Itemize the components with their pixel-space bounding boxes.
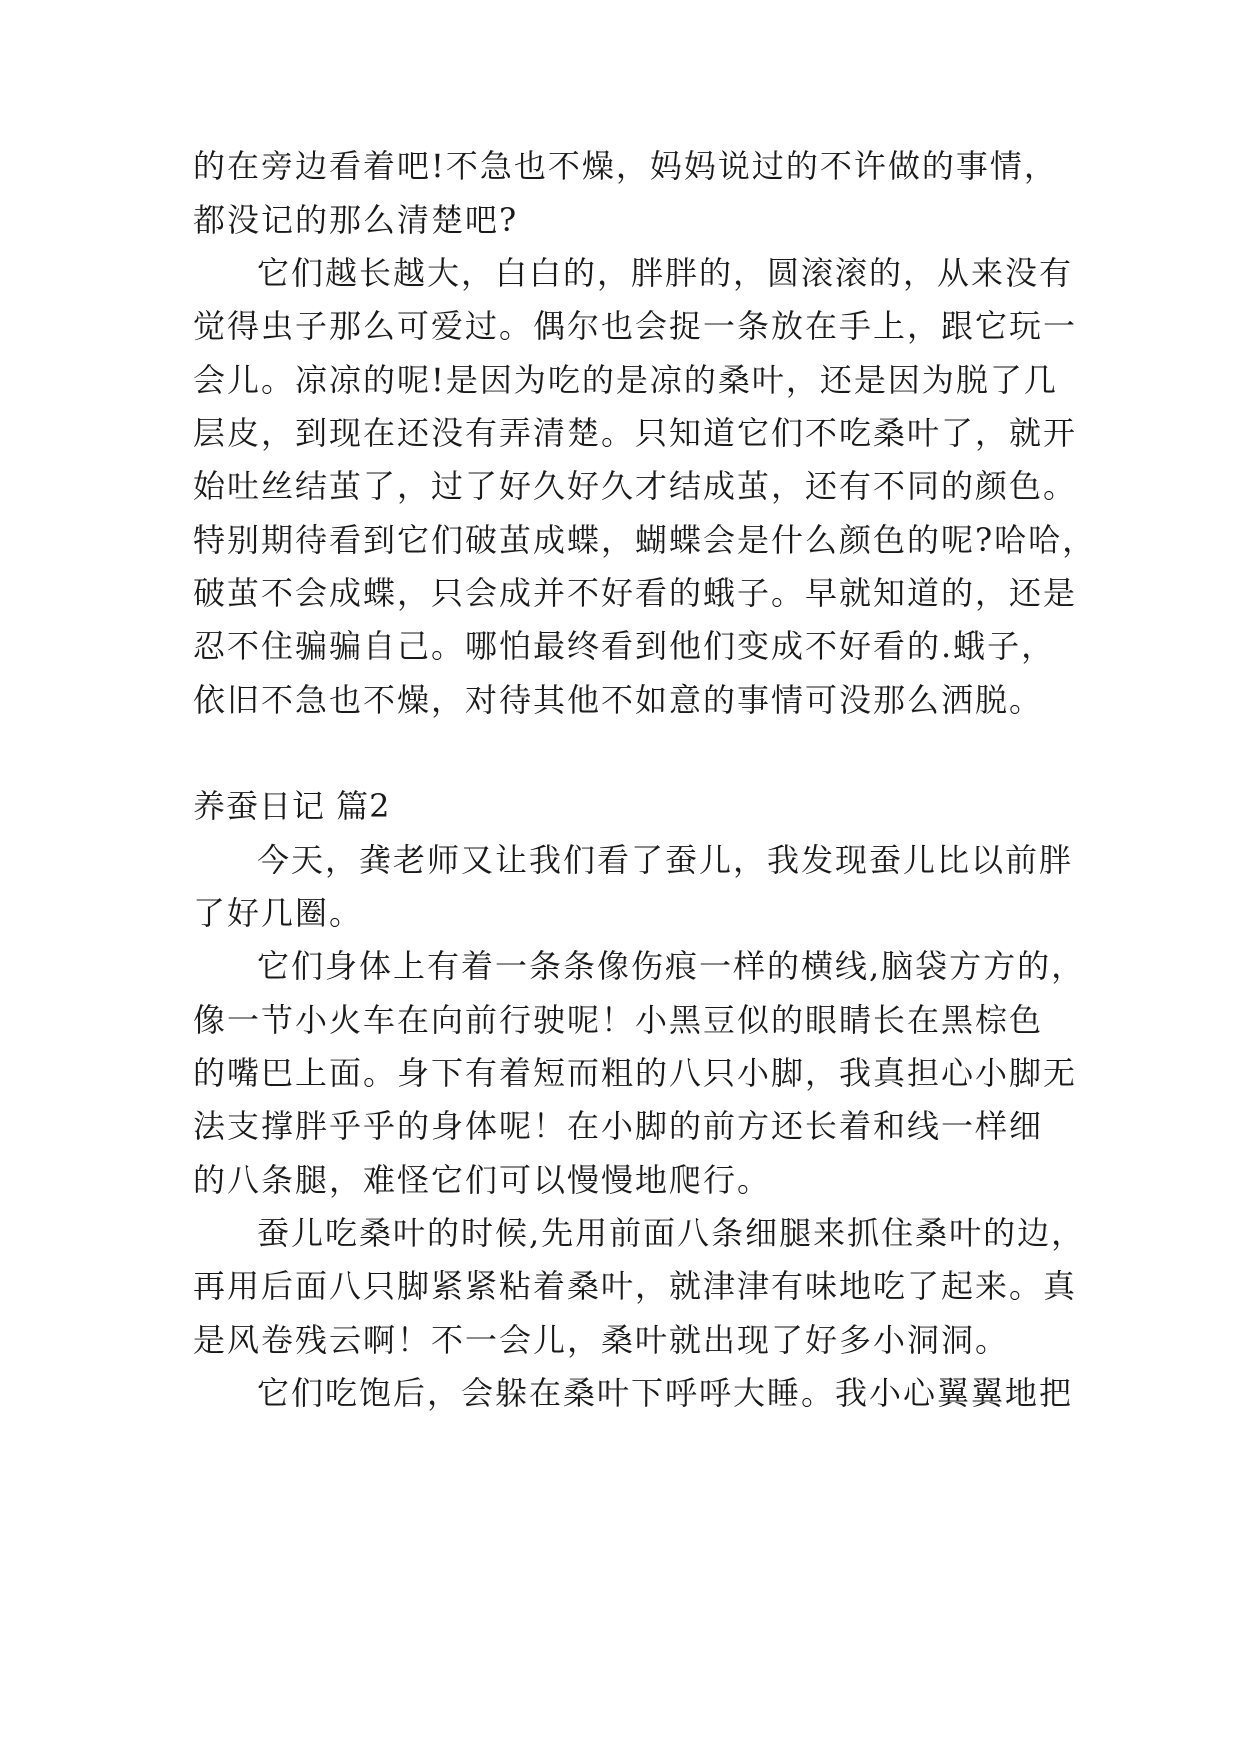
paragraph-line: 的在旁边看着吧!不急也不燥，妈妈说过的不许做的事情， (193, 147, 1058, 185)
paragraph-line: 今天，龚老师又让我们看了蚕儿，我发现蚕儿比以前胖 (257, 841, 1074, 879)
paragraph-line: 都没记的那么清楚吧? (193, 201, 519, 239)
paragraph-line: 蚕儿吃桑叶的时候,先用前面八条细腿来抓住桑叶的边， (257, 1214, 1086, 1252)
paragraph-line: 觉得虫子那么可爱过。偶尔也会捉一条放在手上，跟它玩一 (193, 307, 1078, 345)
paragraph-line: 它们越长越大，白白的，胖胖的，圆滚滚的，从来没有 (257, 254, 1074, 292)
paragraph-line: 始吐丝结茧了，过了好久好久才结成茧，还有不同的颜色。 (193, 467, 1078, 505)
paragraph-line: 它们吃饱后，会躲在桑叶下呼呼大睡。我小心翼翼地把 (257, 1374, 1074, 1412)
paragraph-line: 了好几圈。 (193, 894, 364, 932)
paragraph-line: 的嘴巴上面。身下有着短而粗的八只小脚，我真担心小脚无 (193, 1054, 1078, 1092)
paragraph-line: 再用后面八只脚紧紧粘着桑叶，就津津有味地吃了起来。真 (193, 1267, 1078, 1305)
paragraph-line: 像一节小火车在向前行驶呢！小黑豆似的眼睛长在黑棕色 (193, 1001, 1044, 1039)
paragraph-line: 是风卷残云啊！不一会儿，桑叶就出现了好多小洞洞。 (193, 1321, 1010, 1359)
paragraph-line: 法支撑胖乎乎的身体呢！在小脚的前方还长着和线一样细 (193, 1107, 1044, 1145)
paragraph-line: 它们身体上有着一条条像伤痕一样的横线,脑袋方方的， (257, 947, 1086, 985)
paragraph-line: 忍不住骗骗自己。哪怕最终看到他们变成不好看的.蛾子， (193, 627, 1056, 665)
section-heading: 养蚕日记 篇2 (193, 787, 391, 825)
paragraph-line: 依旧不急也不燥，对待其他不如意的事情可没那么洒脱。 (193, 681, 1044, 719)
paragraph-line: 破茧不会成蝶，只会成并不好看的蛾子。早就知道的，还是 (193, 574, 1078, 612)
paragraph-line: 层皮，到现在还没有弄清楚。只知道它们不吃桑叶了，就开 (193, 414, 1078, 452)
paragraph-line: 会儿。凉凉的呢!是因为吃的是凉的桑叶，还是因为脱了几 (193, 361, 1058, 399)
paragraph-line: 特别期待看到它们破茧成蝶，蝴蝶会是什么颜色的呢?哈哈， (193, 521, 1097, 559)
paragraph-line: 的八条腿，难怪它们可以慢慢地爬行。 (193, 1161, 772, 1199)
